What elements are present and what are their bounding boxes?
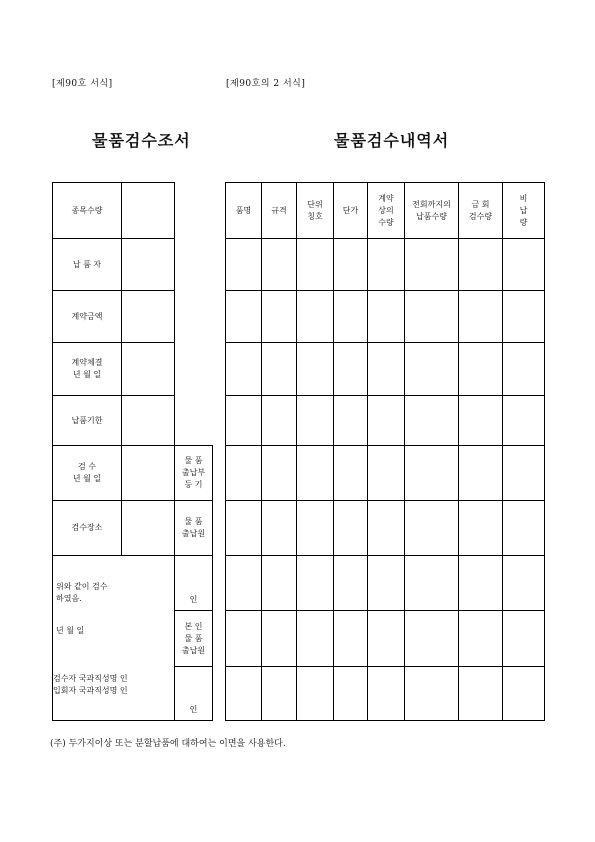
table-cell	[226, 501, 262, 556]
inspect-date-label: 검 수 년 월 일	[53, 446, 122, 501]
table-cell	[368, 239, 405, 291]
contract-date-value	[122, 343, 175, 396]
table-cell	[368, 501, 405, 556]
table-cell	[262, 556, 297, 611]
table-cell	[334, 611, 368, 667]
table-cell	[368, 611, 405, 667]
principal-label: 본 인 물 품 출납원	[175, 611, 213, 667]
table-row	[226, 501, 545, 556]
table-row	[226, 239, 545, 291]
col-header-spec: 규격	[262, 183, 297, 239]
table-cell	[405, 667, 459, 721]
table-row	[226, 556, 545, 611]
inspect-place-value	[122, 501, 175, 556]
contract-amount-label: 계약금액	[53, 291, 122, 343]
table-cell	[459, 291, 503, 343]
table-cell	[405, 611, 459, 667]
table-cell	[297, 501, 334, 556]
table-cell	[459, 446, 503, 501]
table-cell	[226, 446, 262, 501]
table-cell	[334, 446, 368, 501]
seal-mark-2: 인	[175, 667, 213, 721]
table-cell	[262, 501, 297, 556]
item-qty-value	[122, 183, 175, 239]
header-row	[226, 183, 545, 239]
table-cell	[459, 501, 503, 556]
table-cell	[297, 446, 334, 501]
col-header-item-name: 품명	[226, 183, 262, 239]
supplier-label: 납 품 자	[53, 239, 122, 291]
table-row	[226, 611, 545, 667]
table-cell	[368, 291, 405, 343]
table-cell	[459, 611, 503, 667]
seal-mark: 인	[175, 556, 213, 611]
table-cell	[226, 556, 262, 611]
table-cell	[405, 343, 459, 396]
col-header-unit-price: 단가	[334, 183, 368, 239]
table-cell	[405, 239, 459, 291]
table-cell	[297, 556, 334, 611]
table-cell	[334, 291, 368, 343]
table-cell	[368, 343, 405, 396]
col-header-undelivered: 비 납 량	[503, 183, 545, 239]
officer-label: 물 품 출납원	[175, 501, 213, 556]
inspection-detail-table	[225, 182, 545, 721]
table-cell	[503, 343, 545, 396]
table-cell	[368, 446, 405, 501]
table-cell	[226, 667, 262, 721]
col-header-unit: 단위 칭호	[297, 183, 334, 239]
table-cell	[262, 667, 297, 721]
table-cell	[405, 556, 459, 611]
table-cell	[262, 239, 297, 291]
delivery-deadline-value	[122, 396, 175, 446]
table-row	[226, 396, 545, 446]
table-cell	[297, 291, 334, 343]
date-line: 년 월 일	[53, 611, 175, 667]
inspect-place-label: 검수장소	[53, 501, 122, 556]
table-cell	[334, 343, 368, 396]
contract-amount-value	[122, 291, 175, 343]
table-cell	[297, 667, 334, 721]
table-cell	[226, 291, 262, 343]
table-cell	[503, 501, 545, 556]
table-cell	[226, 239, 262, 291]
table-cell	[226, 396, 262, 446]
table-cell	[334, 556, 368, 611]
col-header-contract-qty: 계약 상의 수량	[368, 183, 405, 239]
table-cell	[459, 396, 503, 446]
table-row	[226, 667, 545, 721]
inspection-report-table	[52, 182, 213, 721]
table-cell	[405, 396, 459, 446]
contract-date-label: 계약체결 년 월 일	[53, 343, 122, 396]
table-cell	[503, 396, 545, 446]
statement-text: 위와 같이 검수 하였음.	[53, 556, 175, 611]
inspect-date-value	[122, 446, 175, 501]
supplier-value	[122, 239, 175, 291]
table-cell	[297, 343, 334, 396]
table-cell	[226, 343, 262, 396]
table-cell	[459, 343, 503, 396]
table-cell	[503, 446, 545, 501]
table-cell	[262, 611, 297, 667]
table-cell	[262, 446, 297, 501]
left-form-title: 물품검수조서	[92, 131, 191, 150]
table-cell	[503, 239, 545, 291]
table-cell	[503, 611, 545, 667]
col-header-prev-delivered: 전회까지의 납품수량	[405, 183, 459, 239]
table-cell	[459, 239, 503, 291]
table-cell	[405, 501, 459, 556]
inspector-line: 검수자 국과직성명 인	[53, 673, 128, 683]
table-row	[226, 446, 545, 501]
table-cell	[334, 396, 368, 446]
table-cell	[334, 501, 368, 556]
table-cell	[262, 396, 297, 446]
delivery-deadline-label: 납품기한	[53, 396, 122, 446]
table-cell	[226, 611, 262, 667]
table-cell	[368, 396, 405, 446]
signatures	[53, 667, 175, 721]
table-cell	[262, 291, 297, 343]
right-form-title: 물품검수내역서	[334, 131, 450, 150]
table-cell	[297, 396, 334, 446]
table-cell	[503, 556, 545, 611]
table-cell	[297, 611, 334, 667]
col-header-current-inspected: 금 회 검수량	[459, 183, 503, 239]
form-number-left: [제90호 서식]	[52, 79, 113, 89]
table-cell	[368, 556, 405, 611]
table-cell	[459, 667, 503, 721]
table-row	[226, 291, 545, 343]
item-qty-label: 종목수량	[53, 183, 122, 239]
blank	[175, 183, 213, 239]
table-cell	[405, 446, 459, 501]
table-cell	[503, 667, 545, 721]
table-cell	[503, 291, 545, 343]
table-cell	[459, 556, 503, 611]
footnote: (주) 두가지이상 또는 분할납품에 대하여는 이면을 사용한다.	[50, 739, 286, 749]
table-cell	[262, 343, 297, 396]
witness-line: 입회자 국과직성명 인	[53, 685, 128, 695]
table-cell	[334, 667, 368, 721]
table-row	[226, 343, 545, 396]
form-number-right: [제90호의 2 서식]	[226, 79, 306, 89]
table-cell	[334, 239, 368, 291]
table-cell	[297, 239, 334, 291]
ledger-label: 물 품 출납부 등 기	[175, 446, 213, 501]
table-cell	[405, 291, 459, 343]
table-cell	[368, 667, 405, 721]
